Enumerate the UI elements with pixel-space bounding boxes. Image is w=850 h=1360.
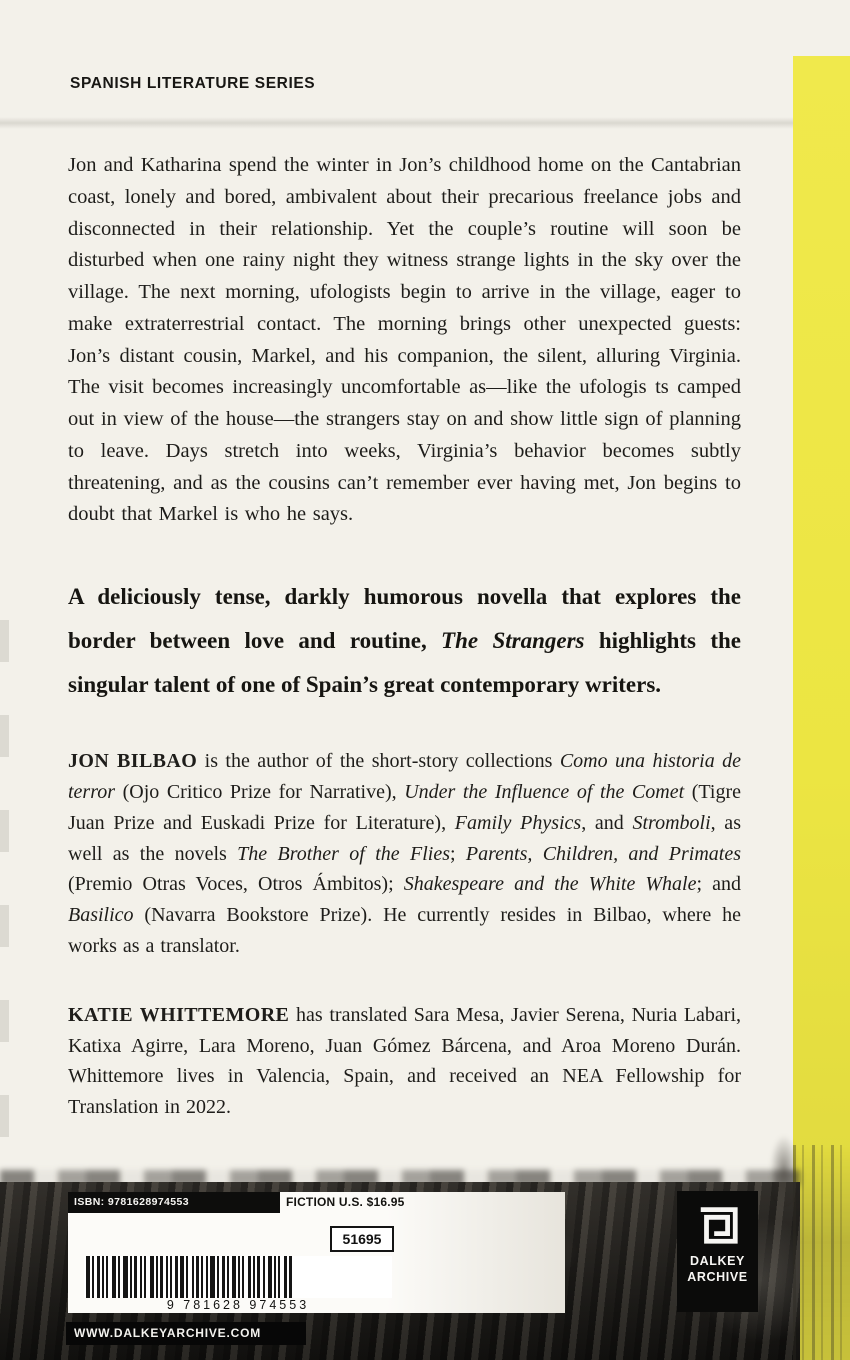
isbn-label: ISBN: 9781628974553: [68, 1192, 280, 1213]
publisher-name-line2: ARCHIVE: [687, 1270, 748, 1284]
publisher-logo-box: [677, 1191, 758, 1312]
blurb-paragraph: A deliciously tense, darkly humorous novella that explores the border between love and routine, The Strangers highlights the singular talent of one of Spain’s great contemporary writers.: [68, 584, 741, 697]
website-label: WWW.DALKEYARCHIVE.COM: [66, 1322, 306, 1345]
barcode-bars: [84, 1256, 392, 1298]
paper-edge-streaks: [0, 620, 9, 1180]
paper-texture-band: [0, 117, 850, 129]
dalkey-archive-logo-icon: [695, 1201, 741, 1247]
translator-bio-paragraph: KATIE WHITTEMORE has translated Sara Mesa, Javier Serena, Nuria Labari, Katixa Agirre, Lara Moreno, Juan Gómez Bárcena, and Aroa Moreno Durán. Whittemore lives in Valencia, Spain, and received an NEA Fellowship for Translation in 2022.: [68, 1003, 742, 1119]
publisher-name-line1: DALKEY: [690, 1254, 745, 1268]
yellow-strip-streaks: [793, 1145, 850, 1360]
price-addon-box: 51695: [330, 1226, 394, 1252]
category-price-label: FICTION U.S. $16.95: [286, 1195, 405, 1209]
author-bio-paragraph: JON BILBAO is the author of the short-story collections Como una historia de terror (Ojo Critico Prize for Narrative), Under the Influence of the Comet (Tigre Juan Prize and Euskadi Prize for Literature), Family Physics, and Stromboli, as well as the novels The Brother of the Flies; Parents, Children, and Primates (Premio Otras Voces, Otros Ámbitos); Shakespeare and the White Whale; and Basilico (Navarra Bookstore Prize). He currently resides in Bilbao, where he works as a translator.: [68, 750, 742, 958]
barcode-panel: [68, 1192, 565, 1313]
series-label: SPANISH LITERATURE SERIES: [70, 75, 316, 92]
cover-text-block: [68, 150, 741, 1123]
barcode-digits: 9 781628 974553: [166, 1298, 310, 1312]
synopsis-paragraph: Jon and Katharina spend the winter in Jon’s childhood home on the Cantabrian coast, lonely and bored, ambivalent about their precarious freelance jobs and disconnected in their relationship. Yet the couple’s routine will soon be disturbed when one rainy night they witness strange lights in the sky over the village. The next morning, ufologists begin to arrive in the village, eager to make extraterrestrial contact. The morning brings other unexpected guests: Jon’s distant cousin, Markel, and his companion, the silent, alluring Virginia. The visit becomes increasingly uncomfortable as—like the ufologis ts camped out in view of the house—the strangers stay on and show little sign of planning to leave. Days stretch into weeks, Virginia’s behavior becomes subtly threatening, and as the cousins can’t remember ever having met, Jon begins to doubt that Markel is who he says.: [68, 154, 741, 526]
